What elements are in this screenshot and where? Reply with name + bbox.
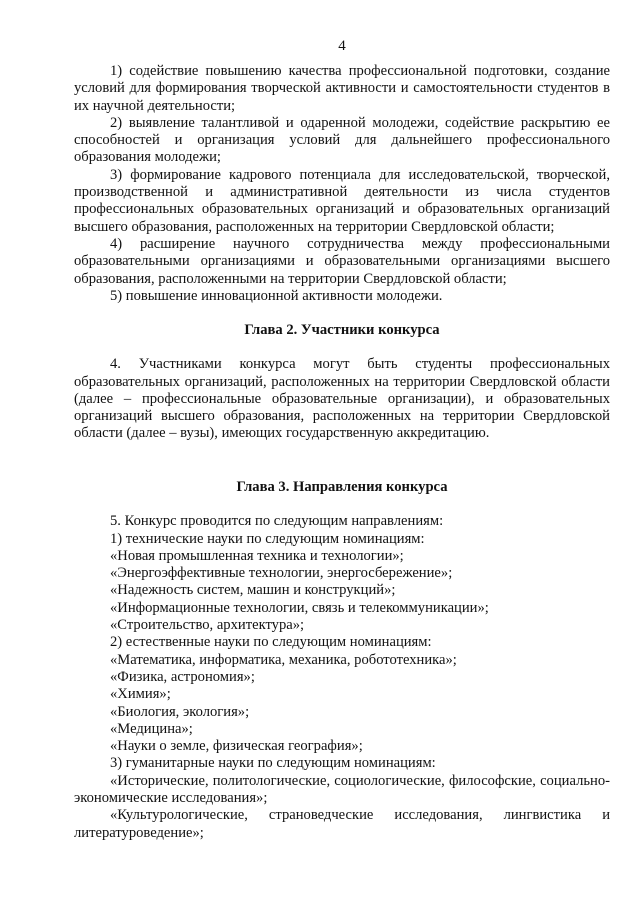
direction-line: «Новая промышленная техника и технологии»;: [110, 547, 404, 564]
direction-line: «Медицина»;: [110, 720, 193, 737]
direction-line: 3) гуманитарные науки по следующим номинациям:: [110, 755, 436, 772]
page-number: 4: [338, 38, 346, 54]
chapter-2: [74, 322, 610, 443]
direction-line: 1) технические науки по следующим номинациям:: [110, 530, 425, 547]
goal-item: 5) повышение инновационной активности молодежи.: [110, 287, 443, 304]
goal-item: 4) расширение научного сотрудничества между профессиональными образовательными организациями и образовательными организациями высшего образования, расположенными на территории Свердловской области;: [74, 235, 610, 287]
direction-line: 5. Конкурс проводится по следующим направлениям:: [110, 513, 444, 530]
direction-line: «Энергоэффективные технологии, энергосбережение»;: [110, 565, 453, 582]
goal-item: 3) формирование кадрового потенциала для исследовательской, творческой, производственной и административной деятельности из числа студентов профессиональных образовательных организаций и образовательных организаций высшего образования, расположенных на территории Свердловской области;: [74, 166, 610, 235]
direction-line: «Строительство, архитектура»;: [110, 617, 305, 634]
nomination-wrapped: «Культурологические, страноведческие исследования, лингвистика и литературоведение»;: [74, 807, 610, 841]
chapter-2-paragraph: 4. Участниками конкурса могут быть студенты профессиональных образовательных организаций, расположенных на территории Свердловской области (далее – профессиональные образовательные организации), и образовательных организаций высшего образования, расположенных на территории Свердловской области (далее – вузы), имеющих государственную аккредитацию.: [74, 356, 610, 442]
direction-line: «Химия»;: [110, 686, 171, 703]
chapter-3: [74, 479, 610, 842]
direction-line: «Математика, информатика, механика, робототехника»;: [110, 651, 457, 668]
direction-line: 2) естественные науки по следующим номинациям:: [110, 634, 432, 651]
direction-line: «Надежность систем, машин и конструкций»;: [110, 582, 396, 599]
nomination-wrapped: «Исторические, политологические, социологические, философские, социально-экономические исследования»;: [74, 772, 610, 807]
chapter-2-title: Глава 2. Участники конкурса: [244, 322, 440, 338]
goals-list: [74, 63, 610, 305]
goal-item: 2) выявление талантливой и одаренной молодежи, содействие раскрытию ее способностей и организация условий для дальнейшего профессионального образования молодежи;: [74, 114, 610, 166]
direction-line: «Физика, астрономия»;: [110, 668, 255, 685]
direction-line: «Информационные технологии, связь и телекоммуникации»;: [110, 599, 489, 616]
direction-line: «Биология, экология»;: [110, 703, 250, 720]
goal-item: 1) содействие повышению качества профессиональной подготовки, создание условий для формирования творческой активности и самостоятельности студентов в их научной деятельности;: [74, 63, 610, 114]
chapter-3-title: Глава 3. Направления конкурса: [236, 479, 448, 495]
direction-line: «Науки о земле, физическая география»;: [110, 738, 363, 755]
directions-list: [74, 513, 610, 842]
